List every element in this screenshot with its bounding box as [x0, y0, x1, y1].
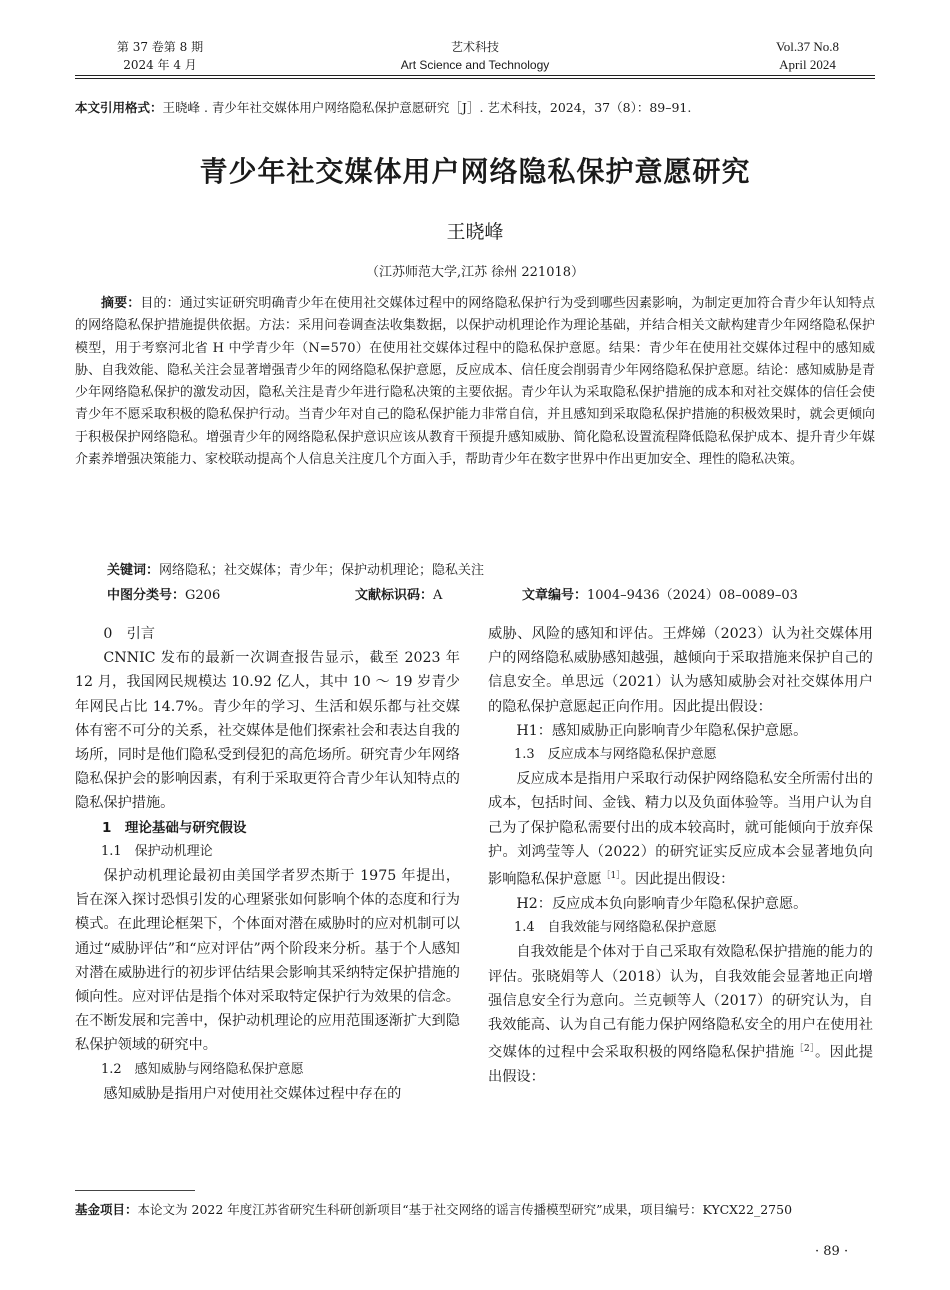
subsection-heading: 1.4 自我效能与网络隐私保护意愿 — [514, 920, 717, 936]
citation-line — [75, 99, 875, 117]
page-number: · 89 · — [815, 1244, 849, 1259]
abstract-label: 摘要： — [101, 296, 141, 311]
keywords — [107, 559, 484, 578]
funding-footnote: 基金项目：本论文为 2022 年度江苏省研究生科研创新项目“基于社交网络的谣言传播模型研究”成果，项目编号：KYCX22_2750 — [75, 1202, 793, 1217]
left-column — [75, 622, 460, 1106]
document-code: 文献标识码：A — [355, 588, 443, 603]
header-rule-2 — [75, 78, 875, 79]
section-heading: 1 理论基础与研究假设 — [102, 819, 247, 836]
hypothesis-h1: H1：感知威胁正向影响青少年隐私保护意愿。 — [516, 722, 808, 739]
citation-label: 本文引用格式： — [75, 100, 163, 115]
keywords-label: 关键词： — [107, 563, 160, 578]
paragraph: 反应成本是指用户采取行动保护网络隐私安全所需付出的成本，包括时间、金钱、精力以及负面体验等。当用户认为自己为了保护隐私需要付出的成本较高时，就可能倾向于放弃保护。刘鸿莹等人（2022）的研究证实反应成本会显著地负向影响隐私保护意愿$^{[1]}$。因此提出假设： — [488, 771, 873, 888]
footnote-rule — [75, 1190, 195, 1191]
paper-title: 青少年社交媒体用户网络隐私保护意愿研究 — [199, 155, 751, 188]
section-heading: 0 引言 — [103, 626, 155, 642]
subsection-heading: 1.1 保护动机理论 — [101, 843, 213, 859]
article-number: 文章编号：1004–9436（2024）08–0089–03 — [522, 588, 798, 603]
header-rule — [75, 75, 875, 76]
paragraph: 自我效能是个体对于自己采取有效隐私保护措施的能力的评估。张晓娟等人（2018）认为，自我效能会显著地正向增强信息安全行为意向。兰克顿等人（2017）的研究认为，自我效能高、认为自己有能力保护网络隐私安全的用户在使用社交媒体的过程中会采取积极的网络隐私保护措施$^{[2]}$。因此提出假设： — [488, 944, 873, 1086]
header-volume: 第 37 卷第 8 期 2024 年 4 月 — [116, 40, 204, 72]
affiliation: （江苏师范大学,江苏 徐州 221018） — [365, 265, 585, 280]
abstract-text: 目的：通过实证研究明确青少年在使用社交媒体过程中的网络隐私保护行为受到哪些因素影响，为制定更加符合青少年认知特点的网络隐私保护措施提供依据。方法：采用问卷调查法收集数据，以保护动机理论作为理论基础，并结合相关文献构建青少年网络隐私保护模型，用于考察河北省 H 中学青少年（N=570）在使用社交媒体过程中的隐私保护意愿。结果：青少年在使用社交媒体过程中的感知威胁、自我效能、隐私关注会显著增强青少年的网络隐私保护意愿，反应成本、信任度会削弱青少年网络隐私保护意愿。结论：感知威胁是青少年网络隐私保护的激发动因，隐私关注是青少年进行隐私决策的主要依据。青少年认为采取隐私保护措施的成本和对社交媒体的信任会使青少年不愿采取积极的隐私保护行动。当青少年对自己的隐私保护能力非常自信，并且感知到采取隐私保护措施的积极效果时，就会更倾向于积极保护网络隐私。增强青少年的网络隐私保护意识应该从教育干预提升感知威胁、简化隐私设置流程降低隐私保护成本、提升青少年媒介素养增强决策能力、家校联动提高个人信息关注度几个方面入手，帮助青少年在数字世界中作出更加安全、理性的隐私决策。 — [75, 296, 875, 468]
paragraph: 感知威胁是指用户对使用社交媒体过程中存在的 — [103, 1085, 402, 1102]
hypothesis-h2: H2：反应成本负向影响青少年隐私保护意愿。 — [516, 895, 808, 912]
paragraph: 威胁、风险的感知和评估。王烨娣（2023）认为社交媒体用户的网络隐私威胁感知越强，越倾向于采取措施来保护自己的信息安全。单思远（2021）认为感知威胁会对社交媒体用户的隐私保护意愿起正向作用。因此提出假设： — [488, 626, 873, 715]
header-journal: 艺术科技 Art Science and Technology — [400, 40, 550, 72]
reference-marker[interactable]: ［2］ — [794, 1044, 815, 1055]
paragraph: 保护动机理论最初由美国学者罗杰斯于 1975 年提出，旨在深入探讨恐惧引发的心理紧张如何影响个体的态度和行为模式。在此理论框架下，个体面对潜在威胁时的应对机制可以通过“威胁评估”和“应对评估”两个阶段来分析。基于个人感知对潜在威胁进行的初步评估结果会影响其采纳特定保护措施的倾向性。应对评估是指个体对采取特定保护行为效果的信念。在不断发展和完善中，保护动机理论的应用范围逐渐扩大到隐私保护领域的研究中。 — [75, 868, 460, 1054]
clc-number: 中图分类号：G206 — [107, 588, 221, 603]
author-name: 王晓峰 — [446, 221, 504, 243]
reference-marker[interactable]: ［1］ — [601, 871, 621, 882]
header-volume-en: Vol.37 No.8 April 2024 — [776, 39, 839, 72]
paragraph: CNNIC 发布的最新一次调查报告显示，截至 2023 年 12 月，我国网民规模达 10.92 亿人，其中 10 ～ 19 岁青少年网民占比 14.7%。青少年的学习、生活和娱乐都与社交媒体有密不可分的关系，社交媒体是他们探索社会和表达自我的场所，同时是他们隐私受到侵犯的高危场所。研究青少年网络隐私保护会的影响因素，有利于采取更符合青少年认知特点的隐私保护措施。 — [75, 650, 460, 812]
citation-text: 王晓峰 . 青少年社交媒体用户网络隐私保护意愿研究［J］. 艺术科技，2024，37（8）：89–91. — [162, 100, 692, 115]
subsection-heading: 1.2 感知威胁与网络隐私保护意愿 — [101, 1061, 304, 1077]
abstract — [75, 293, 875, 471]
subsection-heading: 1.3 反应成本与网络隐私保护意愿 — [514, 747, 717, 763]
keywords-text: 网络隐私；社交媒体；青少年；保护动机理论；隐私关注 — [159, 563, 485, 578]
right-column — [488, 622, 873, 1089]
